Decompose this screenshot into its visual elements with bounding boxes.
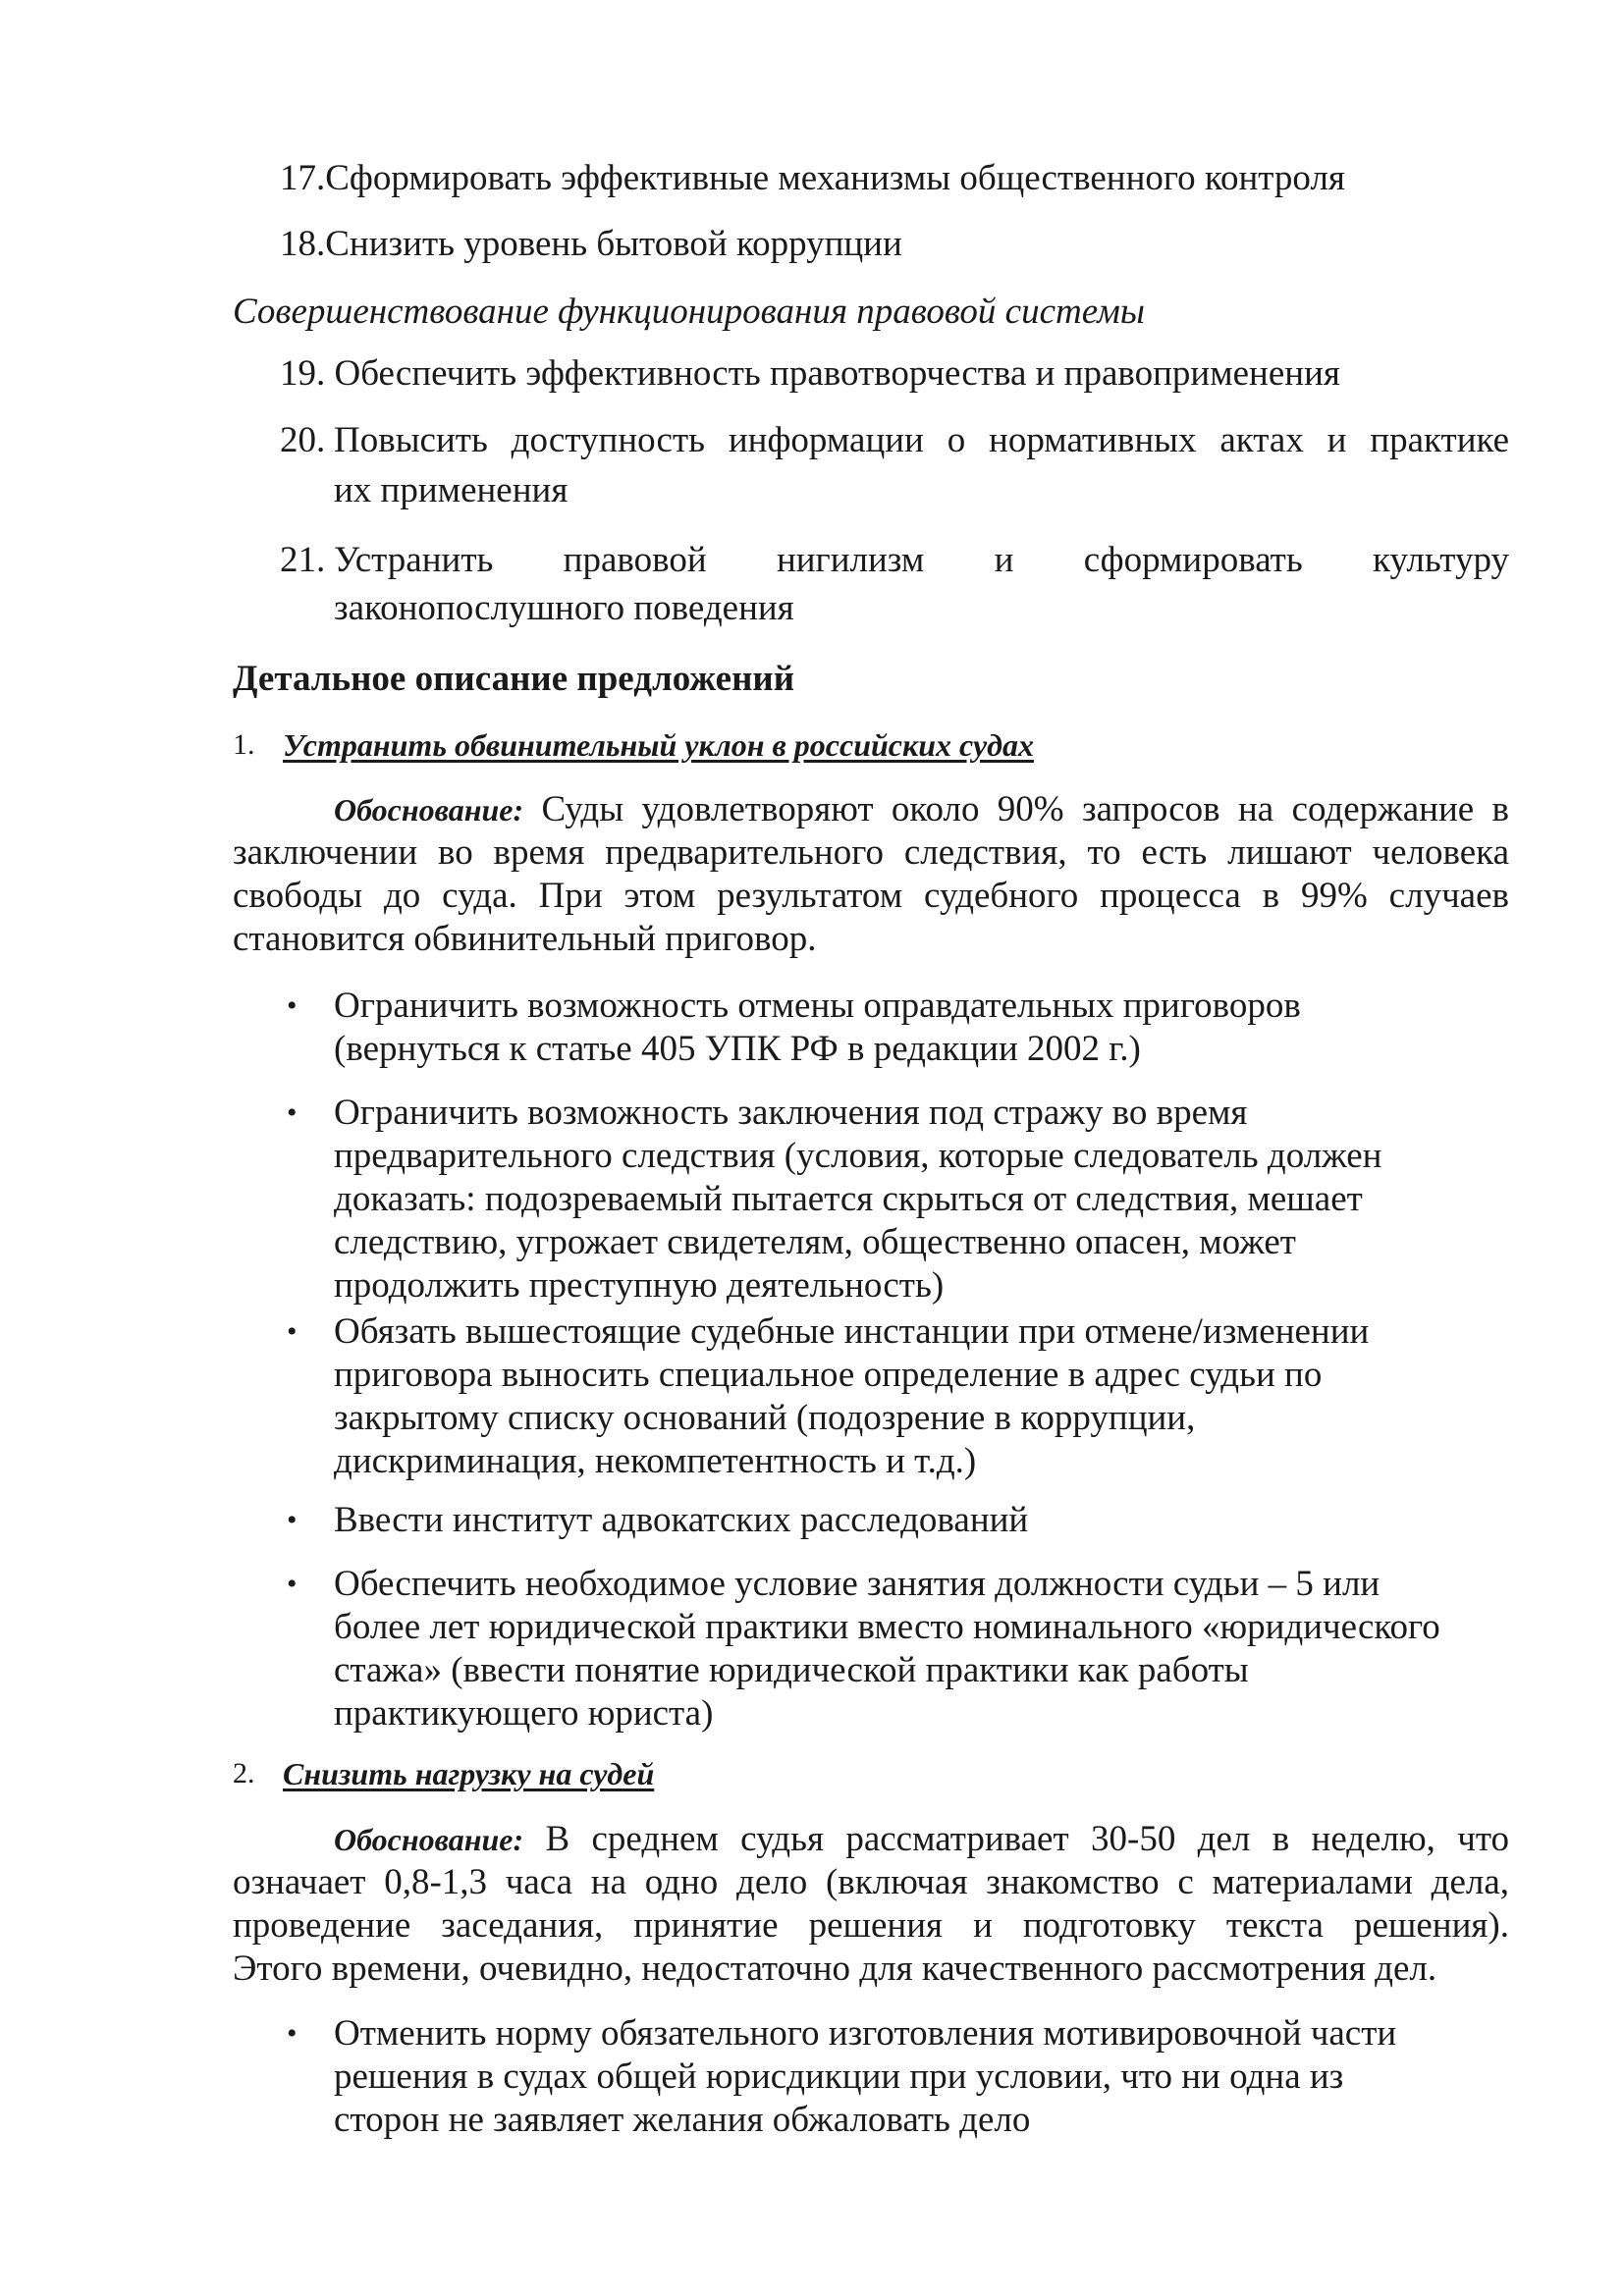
rationale-line: означает 0,8-1,3 часа на одно дело (включая знакомство с материалами дела, bbox=[233, 1862, 1509, 1902]
goal-number: 17. bbox=[280, 158, 326, 198]
bullet-icon: • bbox=[287, 1315, 298, 1348]
goal-item-20 bbox=[280, 419, 325, 462]
bullet-line: закрытому списку оснований (подозрение в коррупции, bbox=[334, 1398, 1196, 1438]
bullet-line: Ограничить возможность отмены оправдательных приговоров bbox=[334, 986, 1301, 1026]
bullet-icon: • bbox=[287, 989, 298, 1022]
rationale-line: заключении во время предварительного следствия, то есть лишают человека bbox=[233, 832, 1509, 873]
goal-text: Сформировать эффективные механизмы общественного контроля bbox=[325, 158, 1345, 198]
rationale-line: Обоснование: В среднем судья рассматривает 30-50 дел в неделю, что bbox=[334, 1819, 1510, 1859]
goal-text-line: их применения bbox=[334, 470, 568, 510]
proposal-title: Устранить обвинительный уклон в российских судах bbox=[283, 727, 1034, 763]
rationale-line: становится обвинительный приговор. bbox=[233, 919, 817, 959]
rationale-label: Обоснование: bbox=[334, 792, 524, 828]
bullet-line: Обязать вышестоящие судебные инстанции при отмене/изменении bbox=[334, 1311, 1370, 1352]
rationale-line: проведение заседания, принятие решения и подготовку текста решения). bbox=[233, 1905, 1509, 1946]
goal-item-17 bbox=[280, 157, 1345, 200]
bullet-line: решения в судах общей юрисдикции при условии, что ни одна из bbox=[334, 2056, 1344, 2097]
bullet-icon: • bbox=[287, 1504, 298, 1536]
rationale-label: Обоснование: bbox=[334, 1822, 524, 1857]
bullet-icon: • bbox=[287, 1568, 298, 1600]
goal-text-line: Повысить доступность информации о нормативных актах и практике bbox=[334, 420, 1509, 460]
goal-text: Обеспечить эффективность правотворчества и правоприменения bbox=[334, 353, 1340, 394]
bullet-line: предварительного следствия (условия, которые следователь должен bbox=[334, 1136, 1382, 1176]
bullet-line: продолжить преступную деятельность) bbox=[334, 1265, 945, 1306]
bullet-line: Ввести институт адвокатских расследований bbox=[334, 1500, 1029, 1540]
goal-item-19 bbox=[280, 352, 1340, 396]
bullet-line: приговора выносить специальное определение в адрес судьи по bbox=[334, 1355, 1323, 1395]
goal-number: 21. bbox=[280, 540, 326, 580]
bullet-line: Ограничить возможность заключения под стражу во время bbox=[334, 1093, 1248, 1133]
proposal-number: 1. bbox=[233, 728, 255, 761]
detailed-heading: Детальное описание предложений bbox=[233, 659, 795, 699]
rationale-line: Обоснование: Суды удовлетворяют около 90% запросов на содержание в bbox=[334, 789, 1510, 829]
rationale-line: свободы до суда. При этом результатом судебного процесса в 99% случаев bbox=[233, 876, 1509, 916]
bullet-line: Отменить норму обязательного изготовления мотивировочной части bbox=[334, 2013, 1397, 2054]
bullet-line: стажа» (ввести понятие юридической практики как работы bbox=[334, 1650, 1249, 1690]
bullet-icon: • bbox=[287, 2017, 298, 2050]
goal-item-18 bbox=[280, 223, 902, 266]
bullet-line: (вернуться к статье 405 УПК РФ в редакции 2002 г.) bbox=[334, 1029, 1141, 1069]
bullet-line: сторон не заявляет желания обжаловать дело bbox=[334, 2100, 1031, 2140]
goal-text-line: законопослушного поведения bbox=[334, 588, 794, 628]
goal-number: 19. bbox=[280, 353, 326, 394]
goal-item-21 bbox=[280, 539, 325, 582]
proposal-title: Снизить нагрузку на судей bbox=[283, 1756, 655, 1791]
goal-number: 18. bbox=[280, 224, 326, 264]
goal-text: Снизить уровень бытовой коррупции bbox=[325, 224, 902, 264]
section-title: Совершенствование функционирования правовой системы bbox=[233, 292, 1145, 332]
rationale-line: Этого времени, очевидно, недостаточно для качественного рассмотрения дел. bbox=[233, 1949, 1437, 1989]
proposal-number: 2. bbox=[233, 1757, 255, 1789]
goal-number: 20. bbox=[280, 420, 326, 460]
bullet-line: доказать: подозреваемый пытается скрыться от следствия, мешает bbox=[334, 1179, 1363, 1219]
goal-text-line: Устранить правовой нигилизм и сформировать культуру bbox=[334, 540, 1509, 580]
bullet-line: Обеспечить необходимое условие занятия должности судьи – 5 или bbox=[334, 1564, 1380, 1604]
bullet-line: следствию, угрожает свидетелям, общественно опасен, может bbox=[334, 1222, 1296, 1262]
bullet-line: дискриминация, некомпетентность и т.д.) bbox=[334, 1441, 977, 1481]
bullet-icon: • bbox=[287, 1096, 298, 1129]
bullet-line: практикующего юриста) bbox=[334, 1693, 714, 1734]
bullet-line: более лет юридической практики вместо номинального «юридического bbox=[334, 1607, 1440, 1647]
